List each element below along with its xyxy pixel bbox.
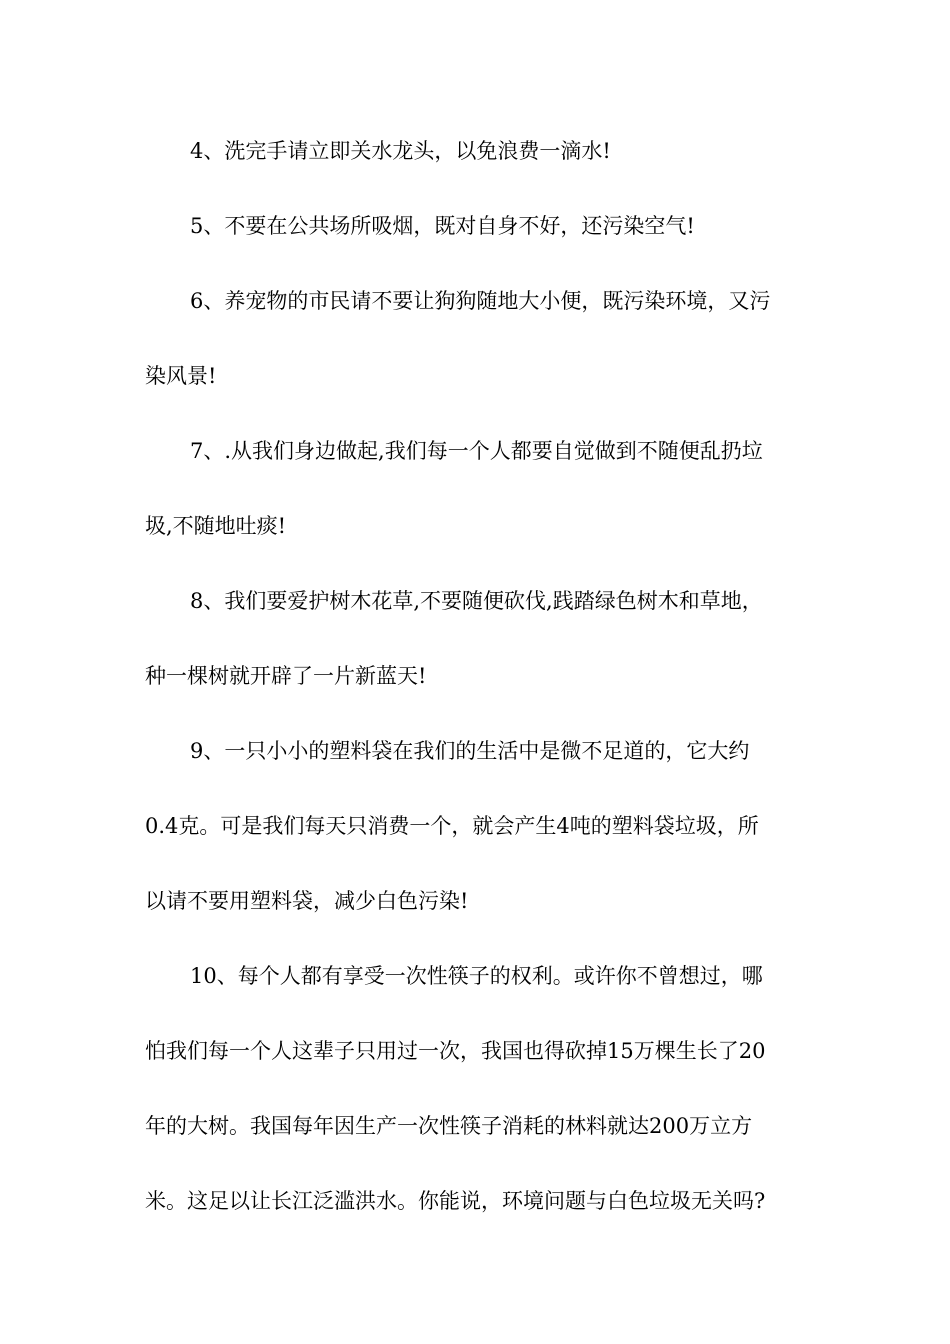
paragraph-10-line-3: 年的大树。我国每年因生产一次性筷子消耗的林料就达200万立方: [145, 1114, 753, 1138]
paragraph-8-line-2: 种一棵树就开辟了一片新蓝天!: [145, 664, 427, 688]
paragraph-9-line-1: 9、一只小小的塑料袋在我们的生活中是微不足道的，它大约: [190, 739, 750, 763]
paragraph-9-line-3: 以请不要用塑料袋，减少白色污染!: [145, 889, 469, 913]
paragraph-4-line-1: 4、洗完手请立即关水龙头，以免浪费一滴水!: [190, 139, 611, 163]
paragraph-10-line-4: 米。这足以让长江泛滥洪水。你能说，环境问题与白色垃圾无关吗?: [145, 1189, 766, 1213]
paragraph-9-line-2: 0.4克。可是我们每天只消费一个，就会产生4吨的塑料袋垃圾，所: [145, 814, 759, 838]
paragraph-10-line-1: 10、每个人都有享受一次性筷子的权利。或许你不曾想过，哪: [190, 964, 763, 988]
paragraph-6-line-1: 6、养宠物的市民请不要让狗狗随地大小便，既污染环境，又污: [190, 289, 771, 313]
paragraph-7-line-2: 圾,不随地吐痰!: [145, 514, 287, 538]
paragraph-8-line-1: 8、我们要爱护树木花草,不要随便砍伐,践踏绿色树木和草地，: [190, 589, 763, 613]
paragraph-7-line-1: 7、.从我们身边做起,我们每一个人都要自觉做到不随便乱扔垃: [190, 439, 763, 463]
paragraph-6-line-2: 染风景!: [145, 364, 217, 388]
paragraph-10-line-2: 怕我们每一个人这辈子只用过一次，我国也得砍掉15万棵生长了20: [145, 1039, 766, 1063]
paragraph-5-line-1: 5、不要在公共场所吸烟，既对自身不好，还污染空气!: [190, 214, 695, 238]
